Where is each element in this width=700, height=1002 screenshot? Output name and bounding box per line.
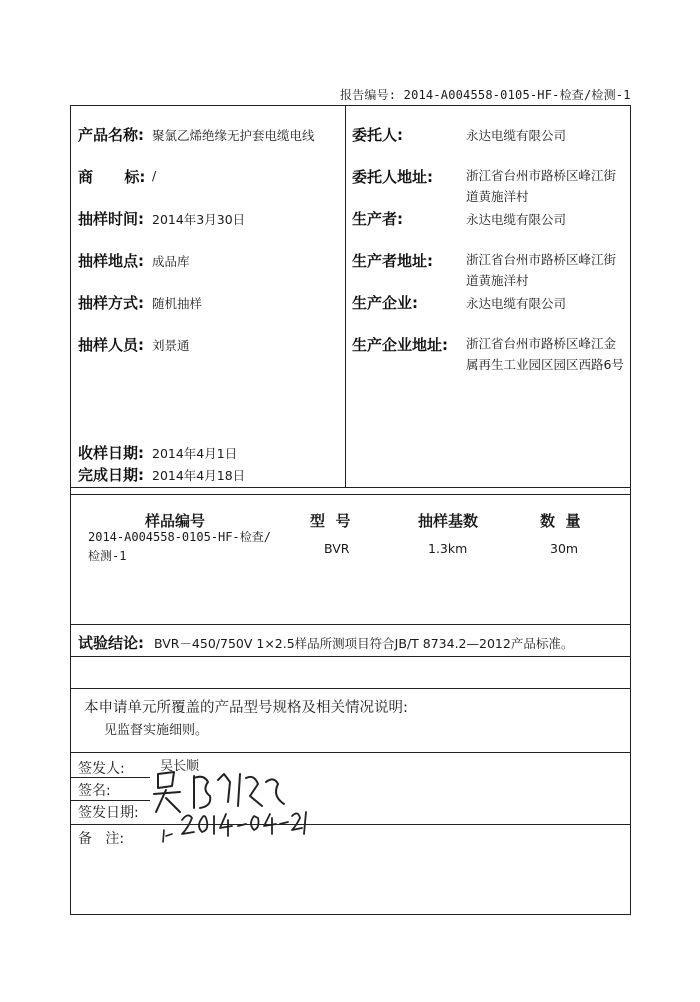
client-label: 委托人: <box>352 126 403 144</box>
divider-7 <box>70 824 631 825</box>
sample-table-header-number: 样品编号 <box>145 512 206 530</box>
product-name-label: 产品名称: <box>78 126 144 144</box>
handwritten-date <box>178 804 308 844</box>
client-address-value: 浙江省台州市路桥区峰江街道黄施洋村 <box>466 168 617 204</box>
sample-table-header-model: 型 号 <box>310 512 351 530</box>
frame-top <box>70 105 631 106</box>
sign-date-label: 签发日期: <box>78 805 139 821</box>
sampling-place-label: 抽样地点: <box>78 252 144 270</box>
sign-line-2 <box>70 800 150 801</box>
enterprise-label: 生产企业: <box>352 294 418 312</box>
trademark-label: 商 标: <box>78 168 146 186</box>
divider-6 <box>70 752 631 753</box>
issuer-label: 签发人: <box>78 761 125 777</box>
report-number: 报告编号: 2014-A004558-0105-HF-检查/检测-1 <box>340 88 631 102</box>
issuer-value: 吴长顺 <box>160 759 200 774</box>
enterprise-value: 永达电缆有限公司 <box>466 296 567 311</box>
conclusion-text: BVR－450/750V 1×2.5样品所测项目符合JB/T 8734.2—2012产品标准。 <box>154 636 574 651</box>
client-address-label: 委托人地址: <box>352 168 433 186</box>
divider-3 <box>70 624 631 625</box>
sampler-label: 抽样人员: <box>78 336 144 354</box>
sample-base-cell: 1.3km <box>428 541 468 556</box>
client-value: 永达电缆有限公司 <box>466 128 567 143</box>
completed-date-label: 完成日期: <box>78 466 144 484</box>
sample-table-header-base: 抽样基数 <box>418 512 479 530</box>
divider-4 <box>70 656 631 657</box>
received-date-label: 收样日期: <box>78 444 144 462</box>
sample-model-cell: BVR <box>324 541 350 556</box>
signature-label: 签名: <box>78 783 111 799</box>
sample-number-cell: 2014-A004558-0105-HF-检查/检测-1 <box>88 530 271 563</box>
frame-bottom <box>70 914 631 915</box>
producer-value: 永达电缆有限公司 <box>466 212 567 227</box>
sample-table-header-qty: 数 量 <box>540 512 581 530</box>
divider-2 <box>70 494 631 495</box>
sampler-value: 刘景通 <box>152 338 190 353</box>
note-title: 本申请单元所覆盖的产品型号规格及相关情况说明: <box>84 700 408 716</box>
producer-label: 生产者: <box>352 210 403 228</box>
divider-5 <box>70 688 631 689</box>
enterprise-address-value: 浙江省台州市路桥区峰江金属再生工业园区园区西路6号 <box>466 336 624 372</box>
frame-left <box>70 105 71 915</box>
sampling-time-label: 抽样时间: <box>78 210 144 228</box>
producer-address-label: 生产者地址: <box>352 252 433 270</box>
frame-right <box>630 105 631 915</box>
enterprise-address-label: 生产企业地址: <box>352 336 448 354</box>
sampling-method-value: 随机抽样 <box>152 296 203 311</box>
received-date-value: 2014年4月1日 <box>152 446 238 461</box>
sampling-time-value: 2014年3月30日 <box>152 212 246 227</box>
column-divider <box>345 105 346 487</box>
note-body: 见监督实施细则。 <box>104 723 209 738</box>
remarks-label: 备 注: <box>78 831 125 847</box>
sampling-method-label: 抽样方式: <box>78 294 144 312</box>
conclusion-label: 试验结论: <box>78 634 144 652</box>
handwritten-remark <box>158 826 178 846</box>
sample-qty-cell: 30m <box>550 541 579 556</box>
trademark-value: / <box>152 168 157 183</box>
divider-1 <box>70 487 631 488</box>
sampling-place-value: 成品库 <box>152 254 190 269</box>
product-name-value: 聚氯乙烯绝缘无护套电缆电线 <box>152 128 315 143</box>
producer-address-value: 浙江省台州市路桥区峰江街道黄施洋村 <box>466 252 617 288</box>
completed-date-value: 2014年4月18日 <box>152 468 246 483</box>
